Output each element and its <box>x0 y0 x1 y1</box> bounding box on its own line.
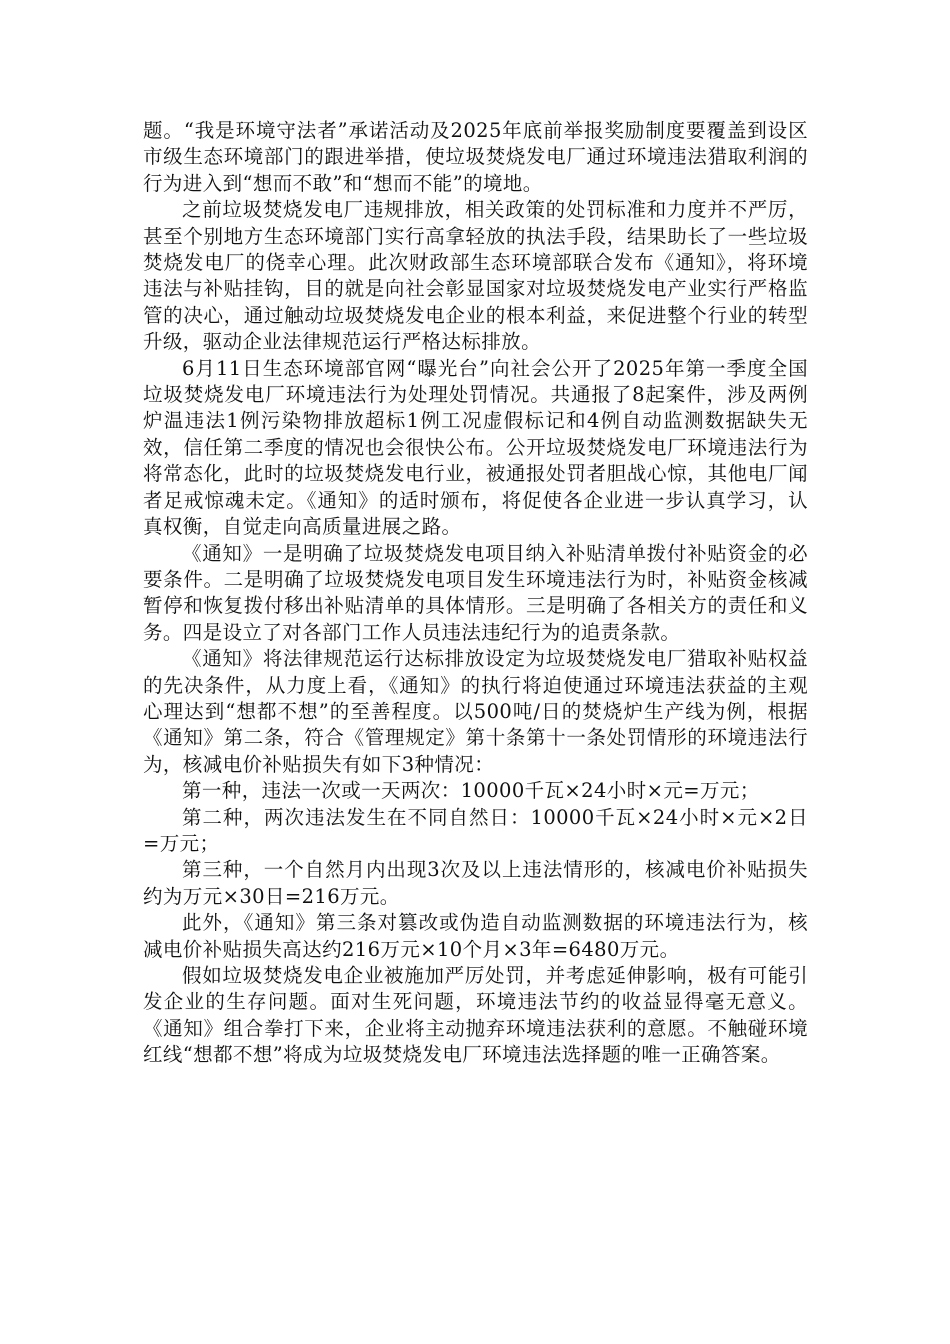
paragraph-prior-lax-penalties: 之前垃圾焚烧发电厂违规排放，相关政策的处罚标准和力度并不严厉，甚至个别地方生态环境部门实行高拿轻放的执法手段，结果助长了一些垃圾焚烧发电厂的侥幸心理。此次财政部生态环境部联合发布《通知》，将环境违法与补贴挂钩，目的就是向社会彰显国家对垃圾焚烧发电产业实行严格监管的决心，通过触动垃圾焚烧发电企业的根本利益，来促进整个行业的转型升级，驱动企业法律规范运行严格达标排放。 <box>143 198 808 354</box>
paragraph-data-tampering: 此外，《通知》第三条对篡改或伪造自动监测数据的环境违法行为，核减电价补贴损失高达约216万元×10个月×3年=6480万元。 <box>143 911 808 961</box>
paragraph-exposure-platform: 6月11日生态环境部官网“曝光台”向社会公开了2025年第一季度全国垃圾焚烧发电厂环境违法行为处理处罚情况。共通报了8起案件，涉及两例炉温违法1例污染物排放超标1例工况虚假标记和4例自动监测数据缺失无效，信任第二季度的情况也会很快公布。公开垃圾焚烧发电厂环境违法行为将常态化，此时的垃圾焚烧发电行业，被通报处罚者胆战心惊，其他电厂闻者足戒惊魂未定。《通知》的适时颁布，将促使各企业进一步认真学习，认真权衡，自觉走向高质量进展之路。 <box>143 356 808 539</box>
paragraph-subsidy-precondition: 《通知》将法律规范运行达标排放设定为垃圾焚烧发电厂猎取补贴权益的先决条件，从力度上看，《通知》的执行将迫使通过环境违法获益的主观心理达到“想都不想”的至善程度。以500吨/日的焚烧炉生产线为例，根据《通知》第二条，符合《管理规定》第十条第十一条处罚情形的环境违法行为，核减电价补贴损失有如下3种情况： <box>143 647 808 776</box>
paragraph-case-one: 第一种，违法一次或一天两次：10000千瓦×24小时×元=万元； <box>182 779 760 803</box>
paragraph-conclusion: 假如垃圾焚烧发电企业被施加严厉处罚，并考虑延伸影响，极有可能引发企业的生存问题。面对生死问题，环境违法节约的收益显得毫无意义。《通知》组合拳打下来，企业将主动抛弃环境违法获利的意愿。不触碰环境红线“想都不想”将成为垃圾焚烧发电厂环境违法选择题的唯一正确答案。 <box>143 964 808 1067</box>
paragraph-notice-contents: 《通知》一是明确了垃圾焚烧发电项目纳入补贴清单拨付补贴资金的必要条件。二是明确了垃圾焚烧发电项目发生环境违法行为时，补贴资金核减暂停和恢复拨付移出补贴清单的具体情形。三是明确了各相关方的责任和义务。四是设立了对各部门工作人员违法违纪行为的追责条款。 <box>143 541 808 644</box>
paragraph-case-two: 第二种，两次违法发生在不同自然日：10000千瓦×24小时×元×2日=万元； <box>143 805 808 855</box>
paragraph-continued-intro: 题。“我是环境守法者”承诺活动及2025年底前举报奖励制度要覆盖到设区市级生态环境部门的跟进举措，使垃圾焚烧发电厂通过环境违法猎取利润的行为进入到“想而不敢”和“想而不能”的境地。 <box>143 119 808 195</box>
paragraph-case-three: 第三种，一个自然月内出现3次及以上违法情形的，核减电价补贴损失约为万元×30日=216万元。 <box>143 858 808 908</box>
document-body <box>143 118 808 1069</box>
